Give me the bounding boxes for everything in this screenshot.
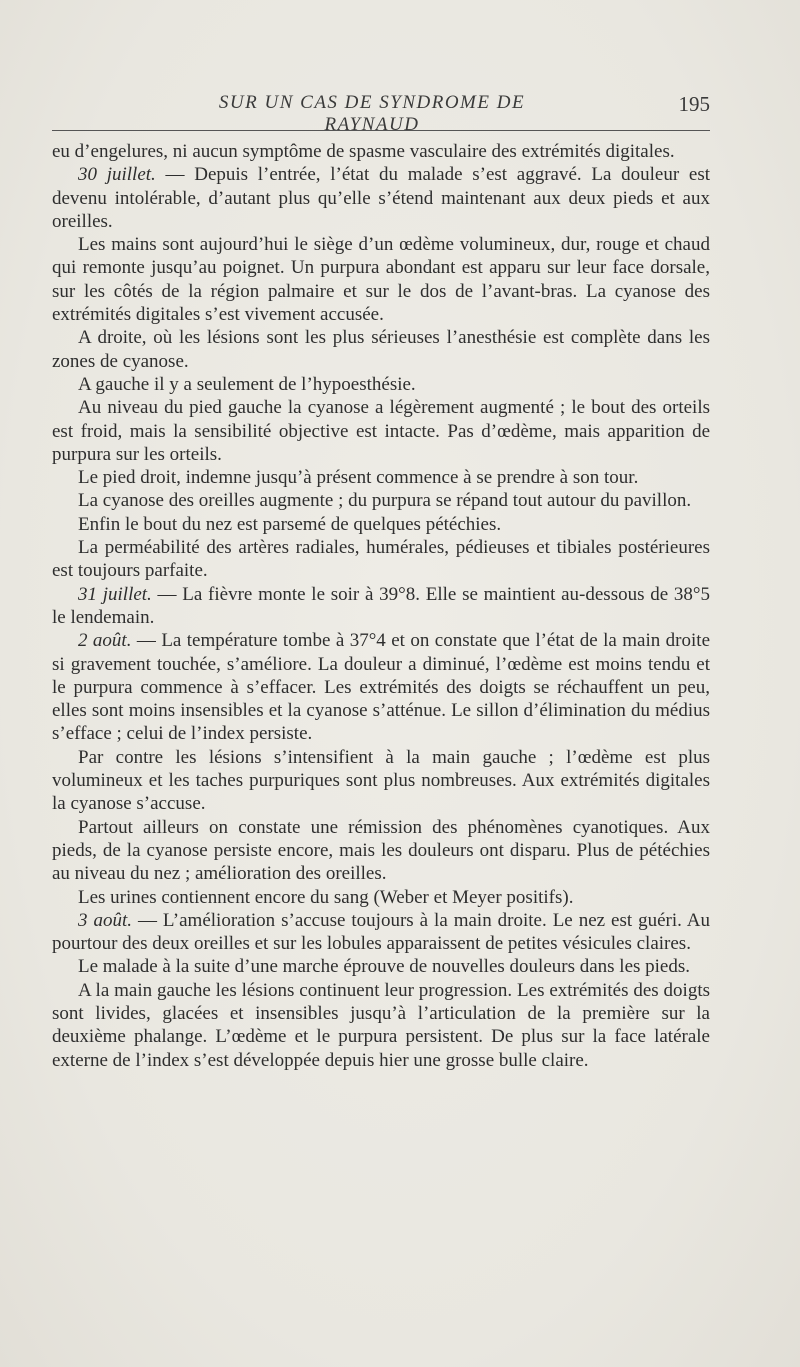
entry-date: 3 août.: [78, 909, 132, 931]
paragraph: La cyanose des oreilles augmente ; du purpura se répand tout autour du pavillon.: [78, 490, 692, 512]
body-text: [52, 140, 710, 1072]
running-head: [52, 92, 710, 135]
header-rule: [52, 130, 710, 131]
paragraph: Partout ailleurs on constate une rémission des phénomènes cyanotiques. Aux pieds, de la cyanose persiste encore, mais les douleurs ont disparu. Plus de pétéchies au niveau du nez ; amélioration des oreilles.: [52, 816, 710, 885]
paragraph-entry-30-juillet: 30 juillet. — Depuis l’entrée, l’état du malade s’est aggravé. La douleur est devenu intolérable, d’autant plus qu’elle s’étend maintenant aux deux pieds et aux oreilles.: [52, 164, 710, 232]
paragraph-continuation: eu d’engelures, ni aucun symptôme de spasme vasculaire des extrémités digitales.: [52, 141, 675, 162]
paragraph-entry-31-juillet: 31 juillet. — La fièvre monte le soir à 39°8. Elle se maintient au-dessous de 38°5 le lendemain.: [52, 583, 710, 628]
entry-date: 31 juillet.: [78, 583, 152, 605]
entry-date: 2 août.: [78, 630, 132, 652]
paragraph: Le pied droit, indemne jusqu’à présent commence à se prendre à son tour.: [78, 467, 639, 489]
page-number: 195: [678, 92, 710, 116]
paragraph: Les urines contiennent encore du sang (Weber et Meyer positifs).: [78, 886, 574, 908]
running-title: SUR UN CAS DE SYNDROME DE RAYNAUD: [218, 92, 526, 135]
paragraph: A droite, où les lésions sont les plus sérieuses l’anesthésie est complète dans les zones de cyanose.: [52, 327, 710, 372]
paragraph: A la main gauche les lésions continuent leur progression. Les extrémités des doigts sont livides, glacées et insensibles jusqu’à l’articulation de la première sur la deuxième phalange. L’œdème et le purpura persistent. De plus sur la face latérale externe de l’index s’est développée depuis hier une grosse bulle claire.: [52, 979, 710, 1071]
paragraph: Au niveau du pied gauche la cyanose a légèrement augmenté ; le bout des orteils est froid, mais la sensibilité objective est intacte. Pas d’œdème, mais apparition de purpura sur les orteils.: [52, 397, 710, 465]
paragraph: Le malade à la suite d’une marche éprouve de nouvelles douleurs dans les pieds.: [78, 956, 691, 978]
paragraph: Les mains sont aujourd’hui le siège d’un œdème volumineux, dur, rouge et chaud qui remonte jusqu’au poignet. Un purpura abondant est apparu sur leur face dorsale, sur les côtés de la région palmaire et sur le dos de l’avant-bras. La cyanose des extrémités digitales s’est vivement accusée.: [52, 234, 710, 326]
paragraph: Enfin le bout du nez est parsemé de quelques pétéchies.: [78, 513, 502, 535]
paragraph-entry-2-aout: 2 août. — La température tombe à 37°4 et on constate que l’état de la main droite si gravement touchée, s’améliore. La douleur a diminué, l’œdème est moins tendu et le purpura commence à s’effacer. Les extrémités des doigts se réchauffent un peu, elles sont moins insensibles et la cyanose s’atténue. Le sillon d’élimination du médius s’efface ; celui de l’index persiste.: [52, 630, 711, 745]
paragraph: Par contre les lésions s’intensifient à la main gauche ; l’œdème est plus volumineux et les taches purpuriques sont plus nombreuses. Aux extrémités digitales la cyanose s’accuse.: [52, 746, 710, 815]
paragraph-entry-3-aout: 3 août. — L’amélioration s’accuse toujours à la main droite. Le nez est guéri. Au pourtour des deux oreilles et sur les lobules apparaissent de petites vésicules claires.: [52, 909, 711, 955]
entry-date: 30 juillet.: [78, 164, 156, 186]
paragraph: La perméabilité des artères radiales, humérales, pédieuses et tibiales postérieures est toujours parfaite.: [52, 537, 710, 582]
paragraph: A gauche il y a seulement de l’hypoesthésie.: [78, 373, 416, 395]
